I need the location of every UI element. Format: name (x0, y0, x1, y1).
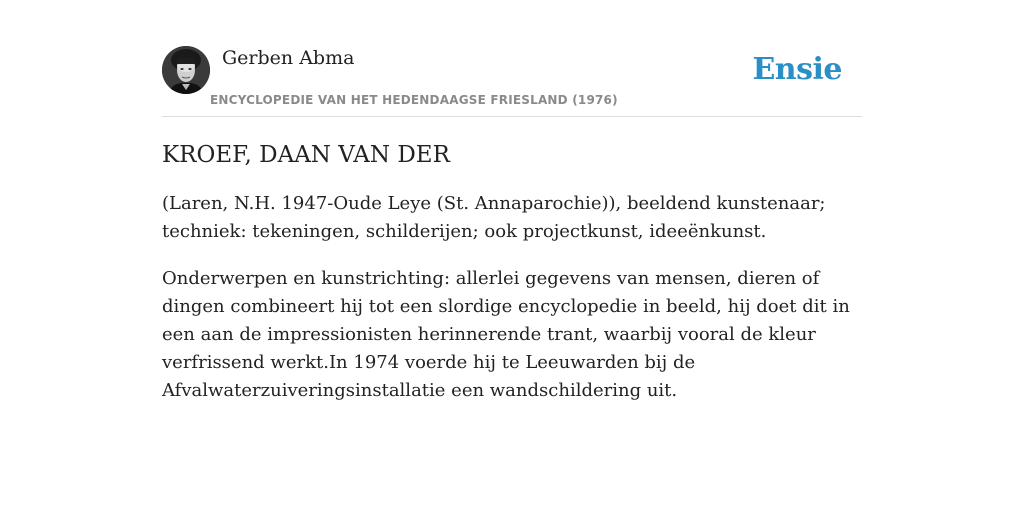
article-header (162, 46, 862, 117)
author-name[interactable]: Gerben Abma (222, 47, 355, 69)
avatar[interactable] (162, 46, 210, 94)
article-paragraph: Onderwerpen en kunstrichting: allerlei gegevens van mensen, dieren of dingen combineert hij tot een slordige encyclopedie in beeld, hij doet dit in een aan de impressionisten herinnerende trant, waarbij vooral de kleur verfrissend werkt.In 1974 voerde hij te Leeuwarden bij de Afvalwaterzuiveringsinstallatie een wandschildering uit. (162, 268, 850, 401)
brand-logo[interactable]: Ensie (752, 52, 842, 87)
source-title[interactable]: ENCYCLOPEDIE VAN HET HEDENDAAGSE FRIESLAND (1976) (210, 93, 618, 107)
article-title: KROEF, DAAN VAN DER (162, 142, 450, 168)
article-card (162, 46, 862, 405)
author-portrait-icon (162, 46, 210, 94)
article-paragraph: (Laren, N.H. 1947-Oude Leye (St. Annaparochie)), beeldend kunstenaar; techniek: tekeningen, schilderijen; ook projectkunst, ideeënkunst. (162, 193, 826, 242)
